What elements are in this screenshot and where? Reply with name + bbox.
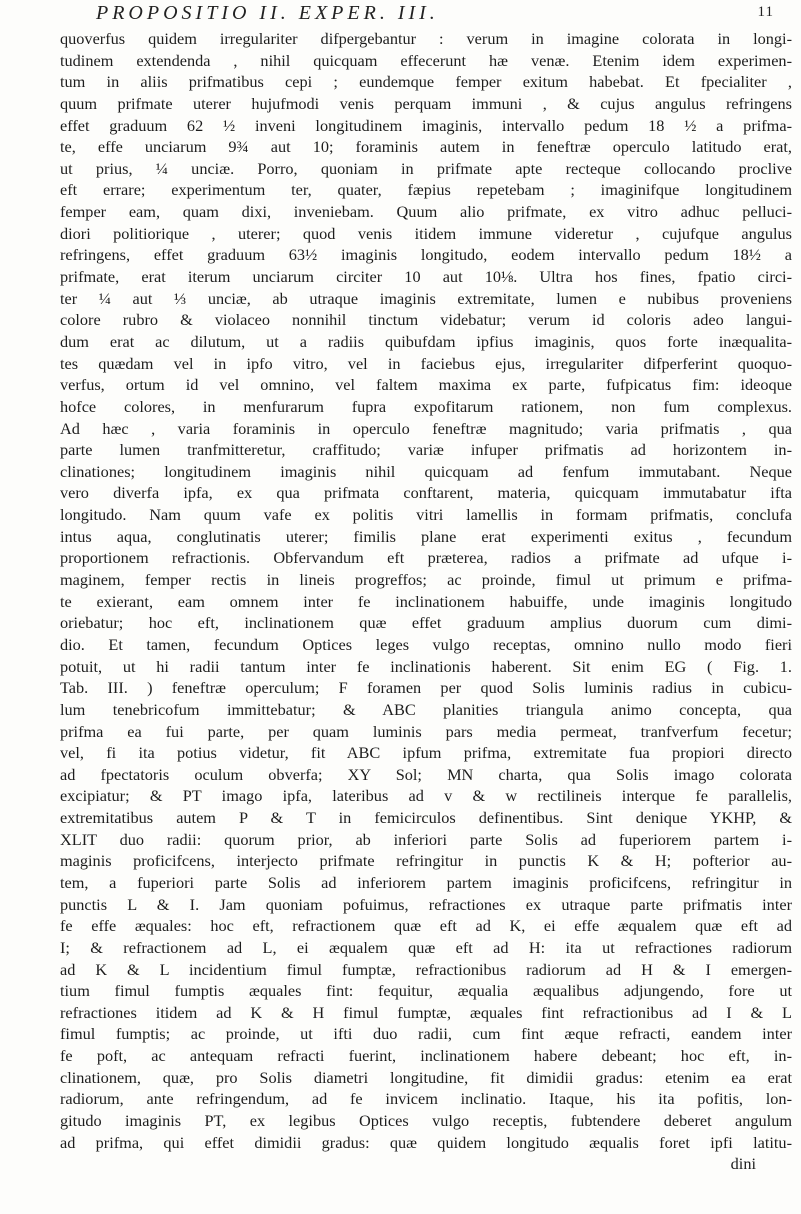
text-line: eft errare; experimentum ter, quater, fæpius repetebam ; imaginifque longitudinem: [60, 180, 792, 200]
text-line: extremitatibus autem P & T in femicirculos definentibus. Sint denique YKHP, &: [60, 808, 792, 828]
text-line: refractiones itidem ad K & H fimul fumptæ, æquales fint refractionibus ad I & L: [60, 1002, 792, 1022]
text-line: parte lumen tranfmitteretur, craffitudo; variæ infuper prifmatis ad horizontem in-: [60, 440, 792, 460]
text-line: ad fpectatoris oculum obverfa; XY Sol; MN charta, qua Solis imago colorata: [60, 764, 792, 784]
text-line: longitudo. Nam quum vafe ex politis vitri lamellis in formam prifmatis, conclufa: [60, 505, 792, 525]
text-line: maginis proficifcens, interjecto prifmate refringitur in punctis K & H; pofterior au-: [60, 851, 792, 871]
text-line: I; & refractionem ad L, ei æqualem quæ eft ad H: ita ut refractiones radiorum: [60, 937, 792, 957]
text-line: radiorum, ante refringendum, ad fe invicem inclinatio. Itaque, his ita pofitis, lon-: [60, 1089, 792, 1109]
text-line: fe poft, ac antequam refracti fuerint, inclinationem habere debeant; hoc eft, in-: [60, 1046, 792, 1066]
body-text: [60, 28, 792, 1175]
text-line: maginem, femper rectis in lineis progreffos; ac proinde, fimul ut primum e prifma-: [60, 570, 792, 590]
text-line: gitudo imaginis PT, ex legibus Optices vulgo receptis, fubtendere deberet angulum: [60, 1111, 792, 1131]
text-line: diori politiorique , uterer; quod venis itidem immune videretur , cujufque angulus: [60, 223, 792, 243]
text-line: excipiatur; & PT imago ipfa, lateribus ad v & w rectilineis interque fe parallelis,: [60, 786, 792, 806]
text-line: punctis L & I. Jam quoniam pofuimus, refractiones ex utraque parte prifmatis inter: [60, 894, 792, 914]
text-line: te, effe unciarum 9¾ aut 10; foraminis autem in feneftræ operculo latitudo erat,: [60, 137, 792, 157]
running-head-title: PROPOSITIO II. EXPER. III.: [96, 2, 439, 24]
text-line: tium fimul fumptis æquales fint: fequitur, æqualia æqualibus adjungendo, fore ut: [60, 981, 792, 1001]
text-line: tes quædam vel in ipfo vitro, vel in faciebus ejus, irregulariter difperferint quoquo-: [60, 353, 792, 373]
text-line: dini: [730, 1154, 756, 1174]
text-line: ad prifma, qui effet dimidii gradus: quæ quidem longitudo æqualis foret ipfi latitu-: [60, 1132, 792, 1152]
running-head: [96, 2, 776, 30]
text-line: vel, fi ita potius videtur, fit ABC ipfum prifma, extremitate fua propiori directo: [60, 743, 792, 763]
text-line: potuit, ut hi radii tantum inter fe inclinationis haberent. Sit enim EG ( Fig. 1.: [60, 656, 792, 676]
text-line: fimul fumptis; ac proinde, ut ifti duo radii, cum fint æque refracti, eandem inter: [60, 1024, 792, 1044]
page-number: 11: [757, 4, 774, 20]
text-line: tum in aliis prifmatibus cepi ; eundemque femper exitum habebat. Et fpecialiter ,: [60, 72, 792, 92]
text-line: fe effe æquales: hoc eft, refractionem quæ eft ad K, ei effe æqualem quæ eft ad: [60, 916, 792, 936]
text-line: oriebatur; hoc eft, inclinationem quæ effet graduum amplius duorum cum dimi-: [60, 613, 792, 633]
text-line: clinationem, quæ, pro Solis diametri longitudine, fit dimidii gradus: etenim ea erat: [60, 1067, 792, 1087]
text-line: ter ¼ aut ⅓ unciæ, ab utraque imaginis extremitate, lumen e nubibus proveniens: [60, 288, 792, 308]
text-line: quoverfus quidem irregulariter difpergebantur : verum in imagine colorata in longi-: [60, 29, 792, 48]
text-line: tudinem extendenda , nihil quicquam effecerunt hæ venæ. Etenim idem experimen-: [60, 50, 792, 70]
text-line: refringens, effet graduum 63½ imaginis longitudo, eodem intervallo pedum 18½ a: [60, 245, 792, 265]
text-line: Ad hæc , varia foraminis in operculo feneftræ magnitudo; varia prifmatis , qua: [60, 418, 792, 438]
text-line: proportionem refractionis. Obfervandum eft præterea, radios a prifmate ad ufque i-: [60, 548, 792, 568]
text-line: verfus, ortum id vel omnino, vel faltem maxima ex parte, fufpicatus fim: ideoque: [60, 375, 792, 395]
text-line: dio. Et tamen, fecundum Optices leges vulgo receptas, omnino nullo modo fieri: [60, 634, 792, 654]
text-line: lum tenebricofum immittebatur; & ABC planities triangula animo concepta, qua: [60, 699, 792, 719]
text-line: effet graduum 62 ½ inveni longitudinem imaginis, intervallo pedum 18 ½ a prifma-: [60, 115, 792, 135]
text-line: XLIT duo radii: quorum prior, ab inferiori parte Solis ad fuperiorem partem i-: [60, 829, 792, 849]
text-line: colore rubro & violaceo nonnihil tinctum videbatur; verum id coloris adeo langui-: [60, 310, 792, 330]
text-line: ut prius, ¼ unciæ. Porro, quoniam in prifmate apte recteque collocando proclive: [60, 158, 792, 178]
text-line: te exierant, eam omnem inter fe inclinationem habuiffe, unde imaginis longitudo: [60, 591, 792, 611]
text-line: dum erat ac dilutum, ut a radiis quibufdam ipfius imaginis, quos forte inæqualita-: [60, 331, 792, 351]
text-line: Tab. III. ) feneftræ operculum; F foramen per quod Solis luminis radius in cubicu-: [60, 678, 792, 698]
text-line: femper eam, quam dixi, inveniebam. Quum alio prifmate, ex vitro adhuc pelluci-: [60, 202, 792, 222]
text-line: quum prifmate uterer hujufmodi venis perquam immuni , & cujus angulus refringens: [60, 93, 792, 113]
text-line: tem, a fuperiori parte Solis ad inferiorem partem imaginis proficifcens, refringitur in: [60, 872, 792, 892]
text-line: prifmate, erat iterum unciarum circiter 10 aut 10⅛. Ultra hos fines, fpatio circi-: [60, 267, 792, 287]
text-line: vero diverfa ipfa, ex qua prifmata conftarent, materia, quicquam immutabatur ifta: [60, 483, 792, 503]
text-line: clinationes; longitudinem imaginis nihil quicquam ad fenfum immutabant. Neque: [60, 461, 792, 481]
text-line: intus aqua, conglutinatis uterer; fimilis plane erat experimenti exitus , fecundum: [60, 526, 792, 546]
text-line: prifma ea fui parte, per quam luminis pars media permeat, tranfverfum fecetur;: [60, 721, 792, 741]
text-line: hofce colores, in menfurarum fupra expofitarum rationem, non fum complexus.: [60, 396, 792, 416]
text-line: ad K & L incidentium fimul fumptæ, refractionibus radiorum ad H & I emergen-: [60, 959, 792, 979]
